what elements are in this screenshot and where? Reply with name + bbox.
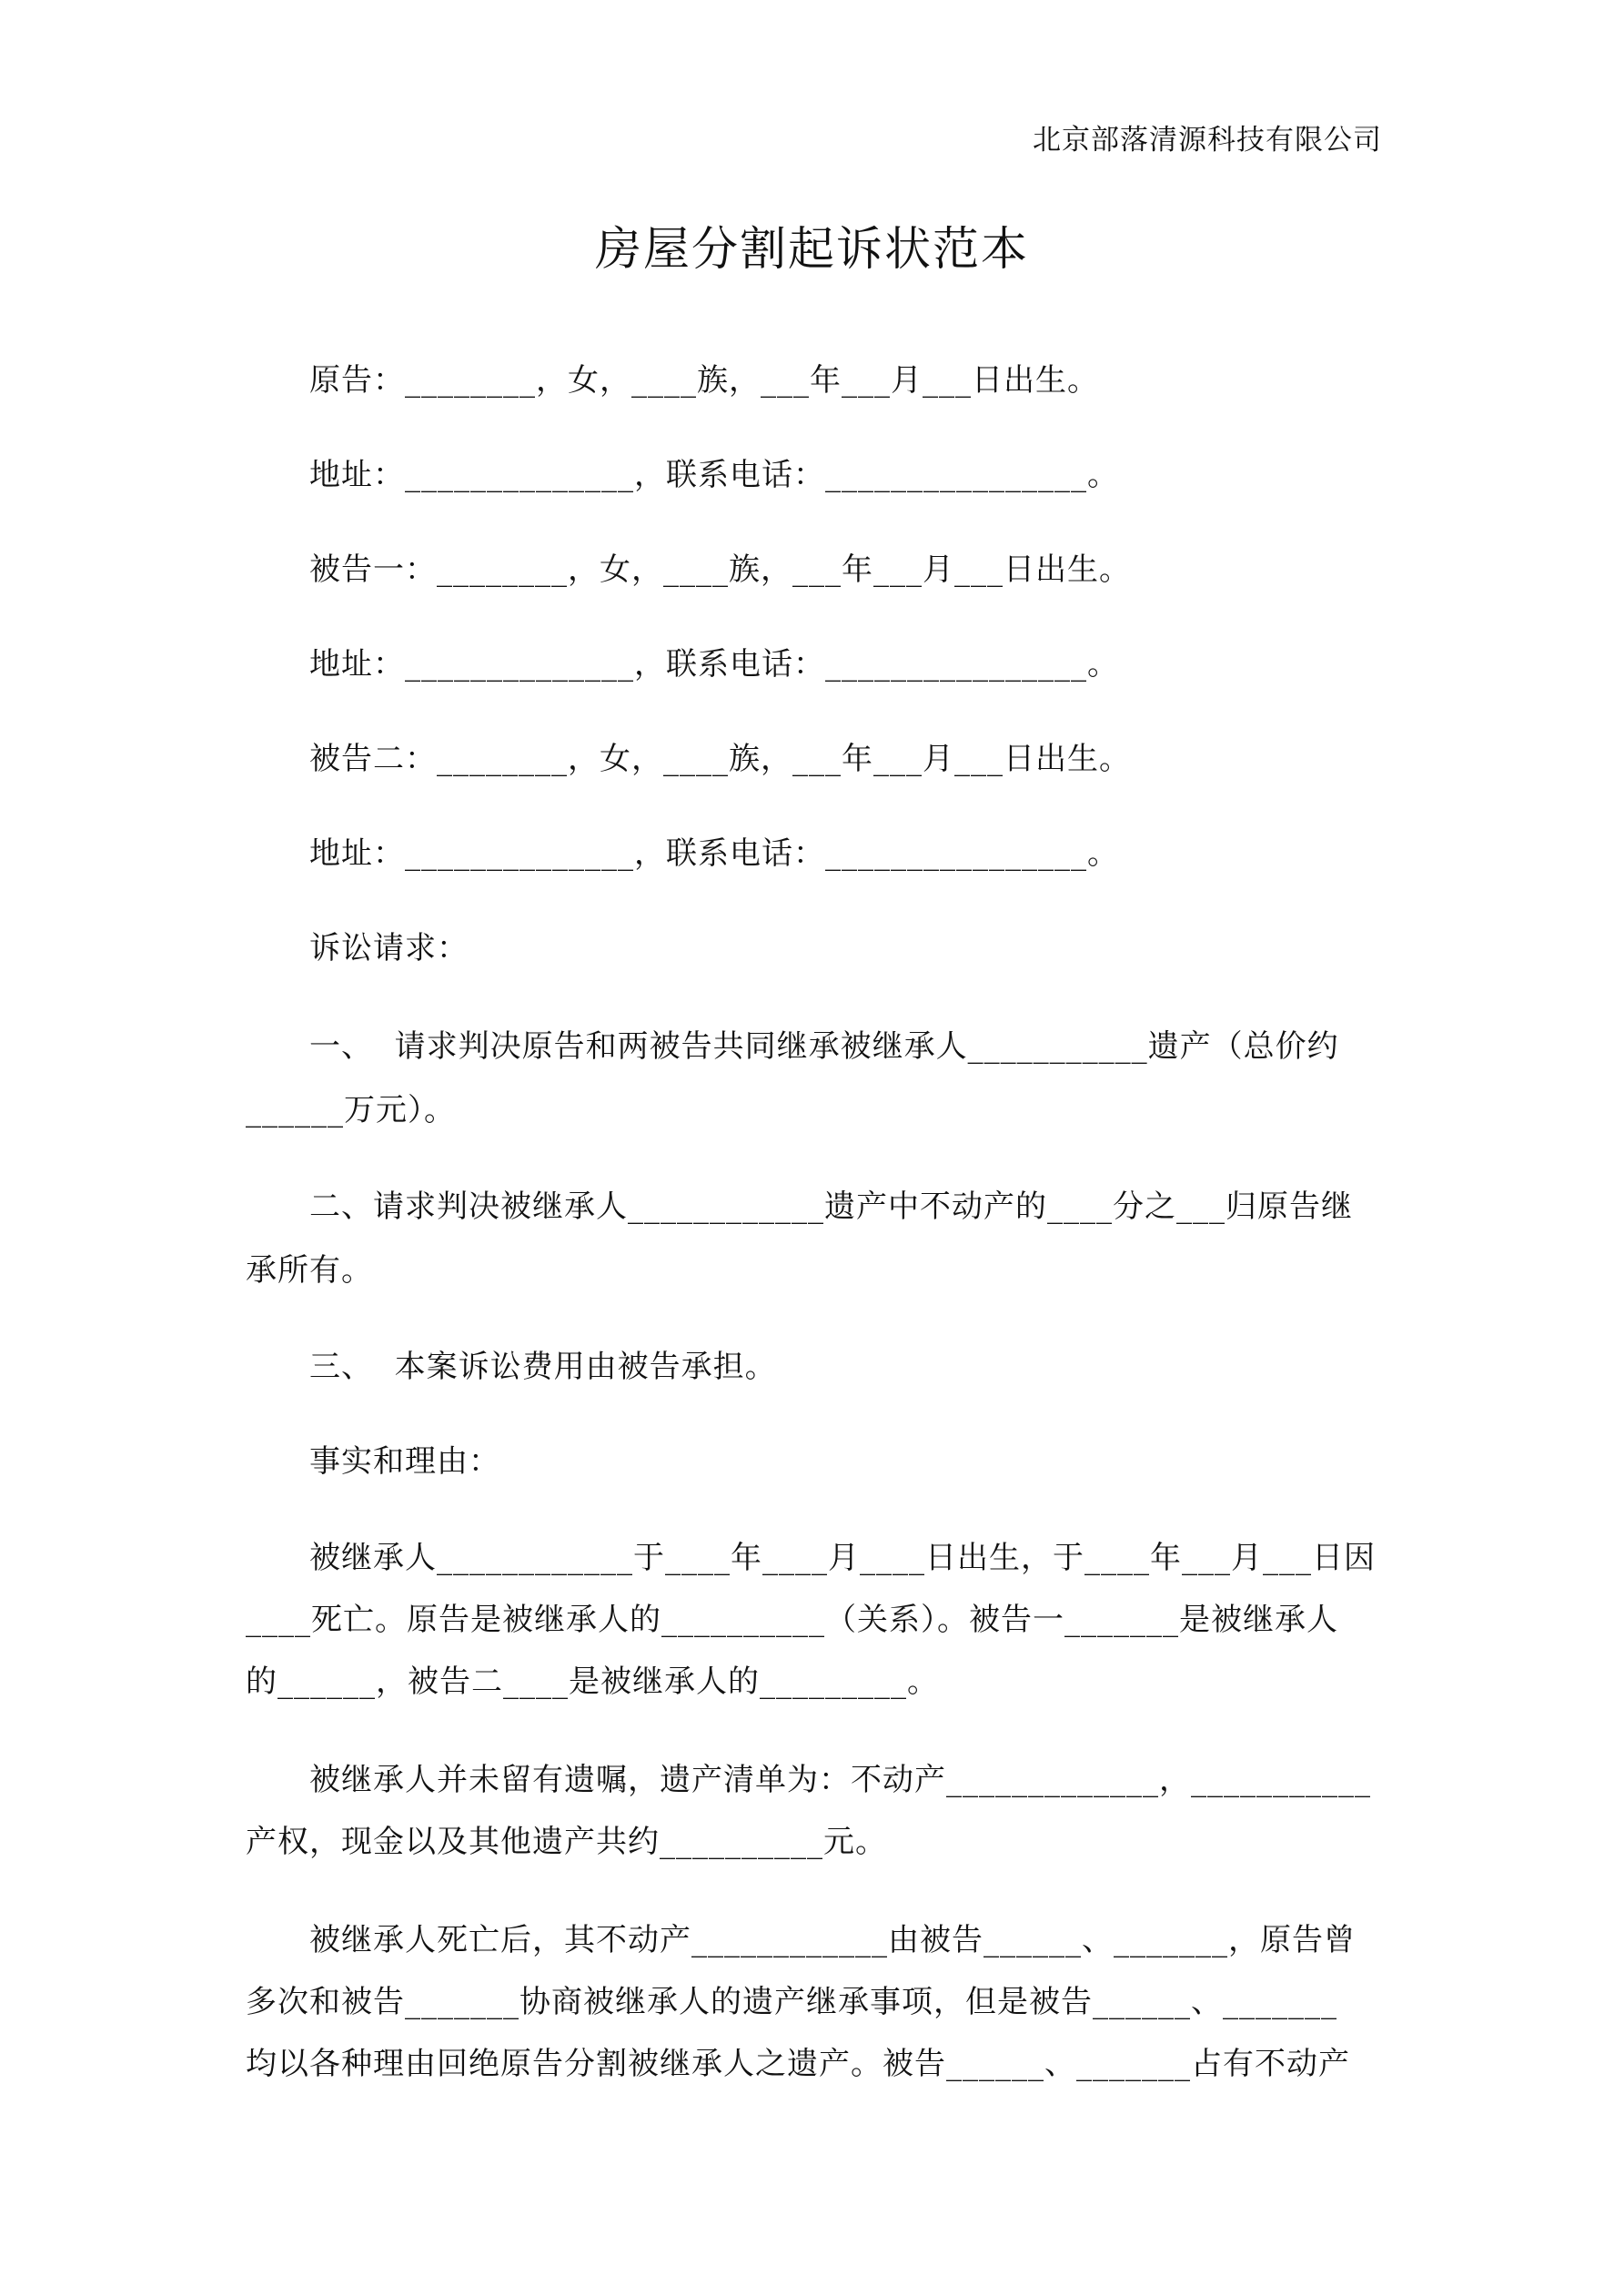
- company-name: 北京部落清源科技有限公司: [1033, 124, 1382, 157]
- facts-p3-line2: 多次和被告_______协商被继承人的遗产继承事项，但是被告______、_______: [246, 1984, 1337, 2020]
- facts-p1-line1: 被继承人____________于____年____月____日出生，于____年___月___日因: [309, 1540, 1376, 1576]
- facts-p3-line1: 被继承人死亡后，其不动产____________由被告______、_______，原告曾: [309, 1922, 1356, 1958]
- facts-p3-line3: 均以各种理由回绝原告分割被继承人之遗产。被告______、_______占有不动产: [246, 2046, 1350, 2082]
- facts-p2-line2: 产权，现金以及其他遗产共约__________元。: [246, 1824, 887, 1860]
- facts-p1-line2: ____死亡。原告是被继承人的__________（关系）。被告一_______是被继承人: [246, 1602, 1338, 1638]
- claim-one-line2: ______万元）。: [246, 1092, 456, 1128]
- claim-two-line2: 承所有。: [246, 1252, 373, 1289]
- facts-p1-line3: 的______，被告二____是被继承人的_________。: [246, 1664, 939, 1700]
- claim-one-line1: 一、 请求判决原告和两被告共同继承被继承人___________遗产（总价约: [309, 1028, 1339, 1065]
- plaintiff-address-line: 地址：______________，联系电话：________________。: [309, 457, 1119, 493]
- defendant-two-address-line: 地址：______________，联系电话：________________。: [309, 835, 1119, 872]
- claim-two-line1: 二、请求判决被继承人____________遗产中不动产的____分之___归原告继: [309, 1188, 1353, 1225]
- claims-heading: 诉讼请求：: [309, 930, 469, 966]
- defendant-one-line: 被告一：________，女，____族，___年___月___日出生。: [309, 551, 1131, 588]
- defendant-one-address-line: 地址：______________，联系电话：________________。: [309, 646, 1119, 683]
- defendant-two-line: 被告二：________，女，____族，___年___月___日出生。: [309, 741, 1131, 777]
- plaintiff-line: 原告：________，女，____族，___年___月___日出生。: [309, 362, 1099, 399]
- facts-heading: 事实和理由：: [309, 1443, 500, 1480]
- document-title: 房屋分割起诉状范本: [594, 223, 1029, 277]
- facts-p2-line1: 被继承人并未留有遗嘱，遗产清单为：不动产_____________，___________: [309, 1762, 1371, 1798]
- claim-three-line1: 三、 本案诉讼费用由被告承担。: [309, 1349, 777, 1385]
